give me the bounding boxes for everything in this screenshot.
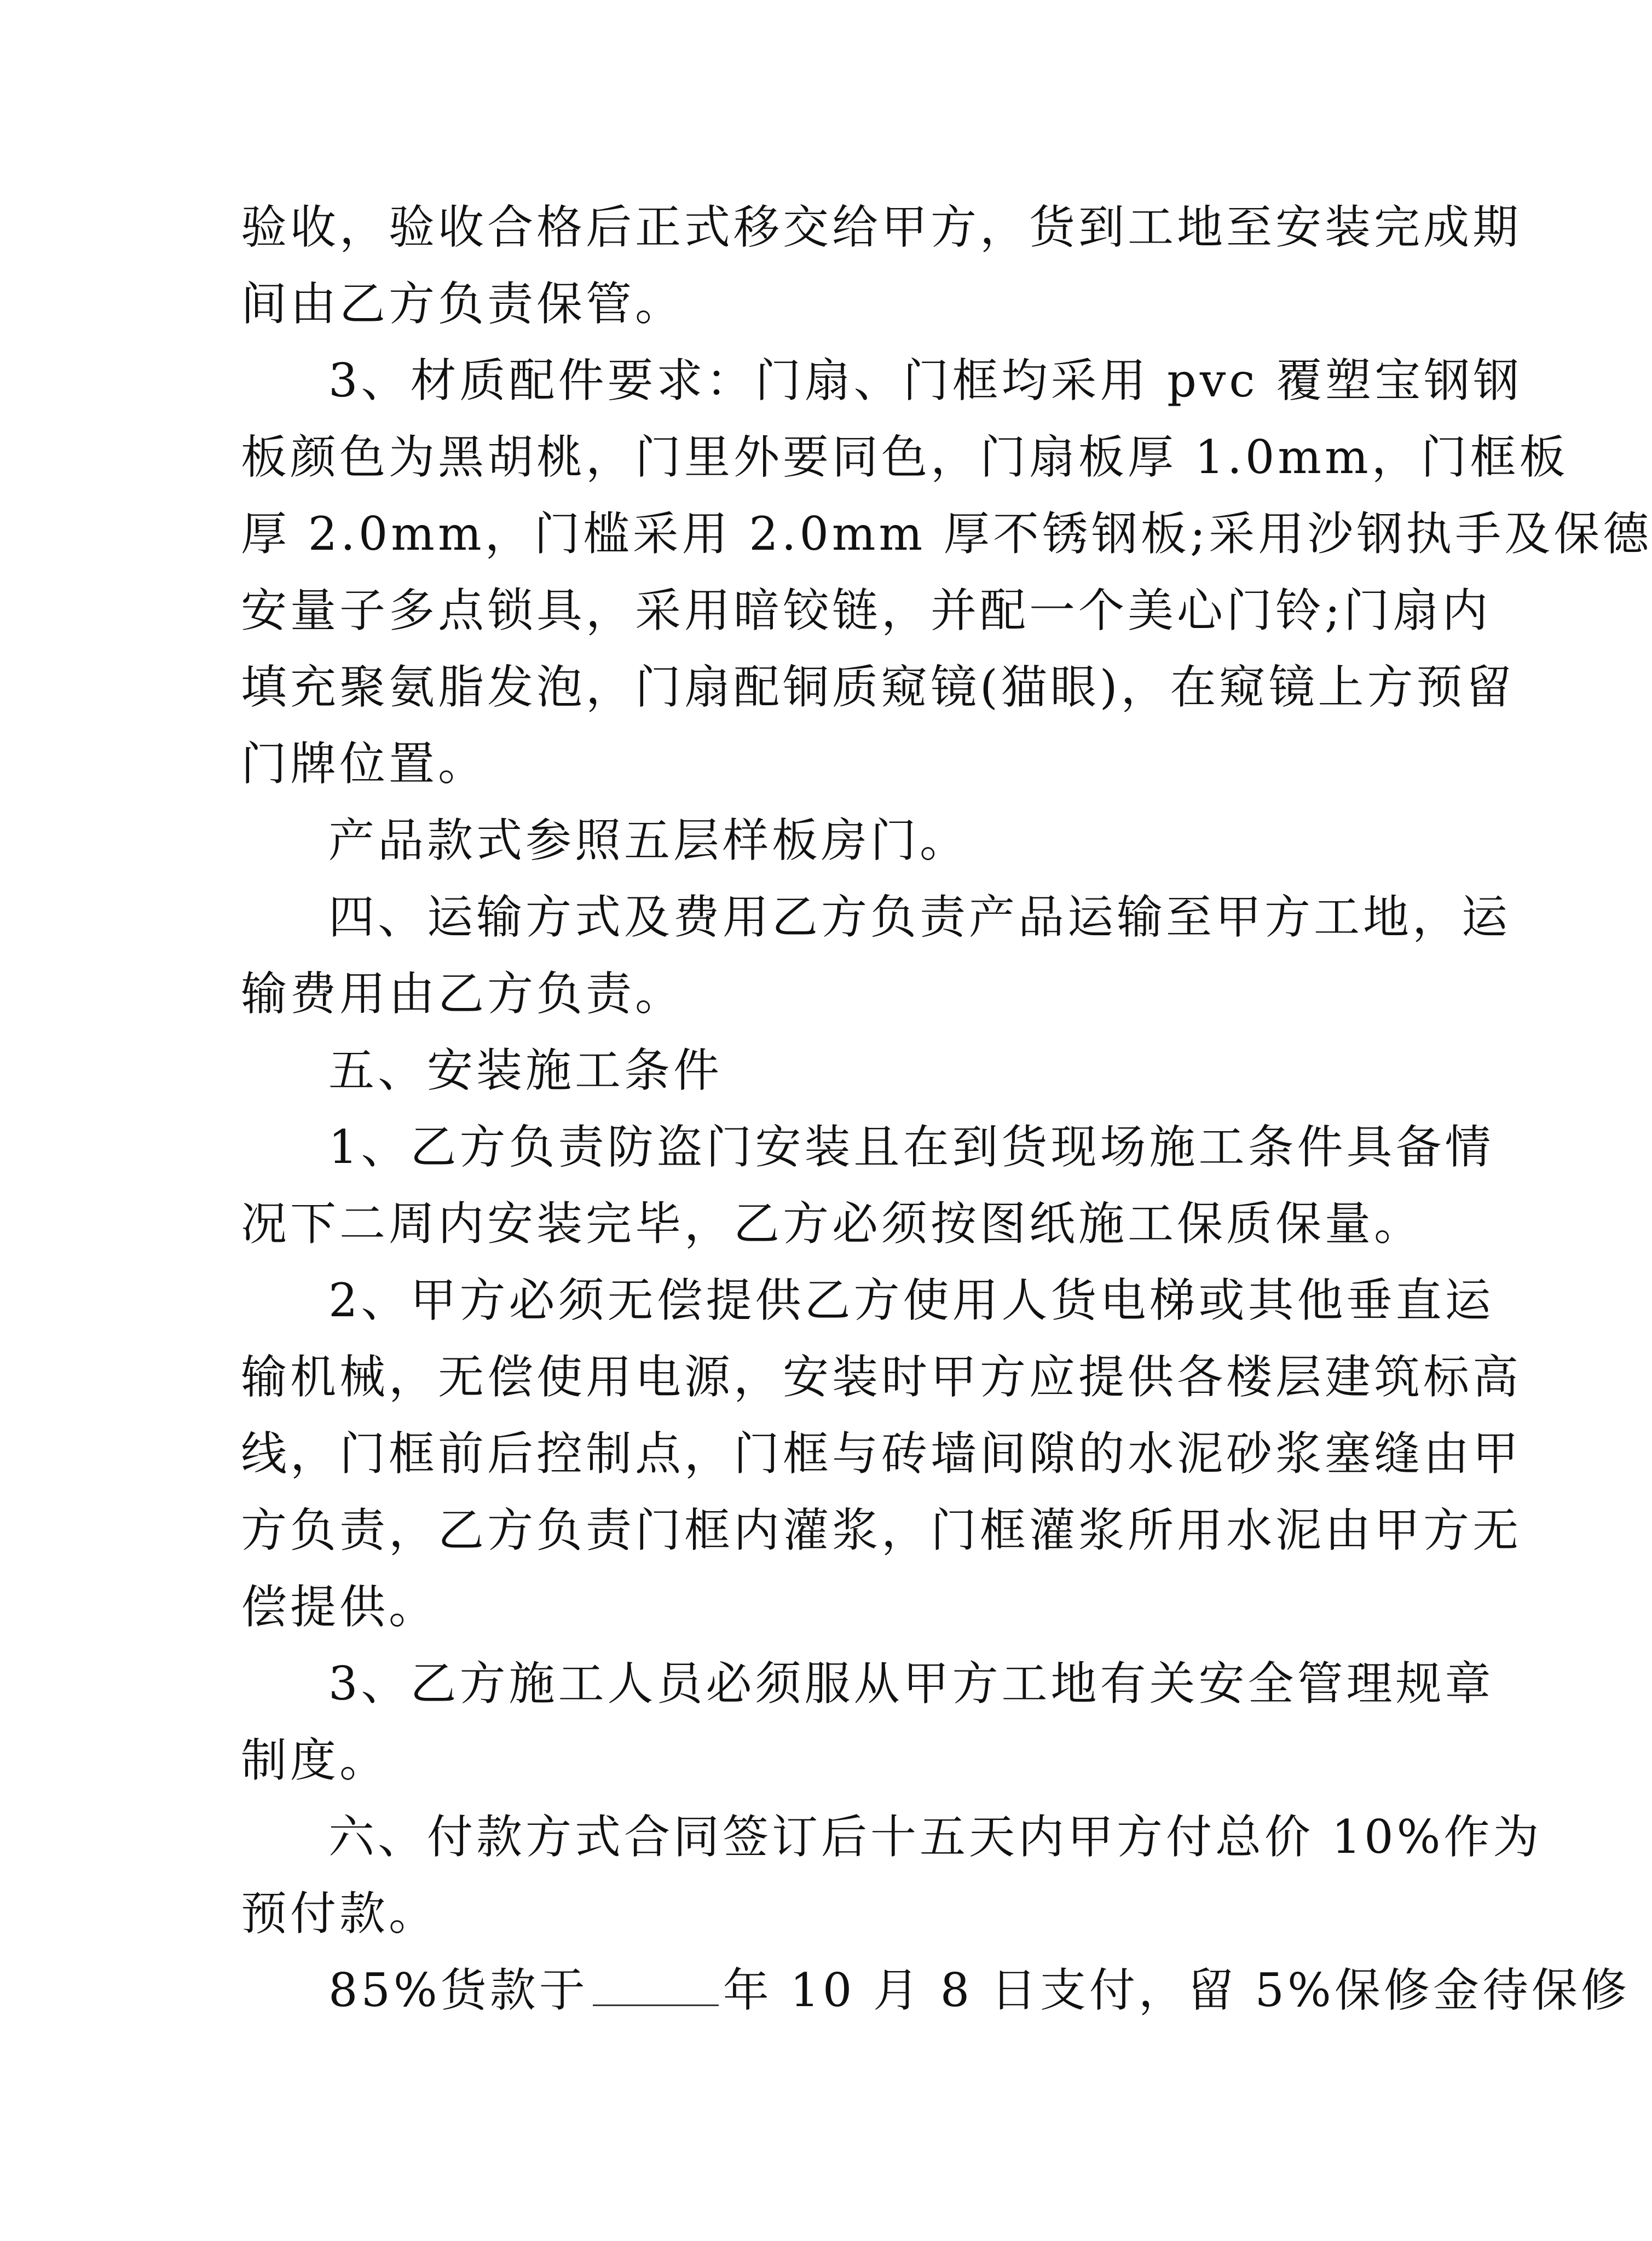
text-line: 间由乙方负责保管。 [241,277,685,331]
text-line: 输机械，无偿使用电源，安装时甲方应提供各楼层建筑标高 [241,1350,1522,1404]
text-line: 六、付款方式合同签订后十五天内甲方付总价 10%作为 [328,1810,1543,1864]
text-line-with-blank [241,1952,1630,2029]
section-heading: 五、安装施工条件 [328,1044,723,1097]
text-line: 方负责，乙方负责门框内灌浆，门框灌浆所用水泥由甲方无 [241,1503,1522,1557]
text-line: 1、乙方负责防盗门安装且在到货现场施工条件具备情 [328,1120,1494,1174]
text-line: 安量子多点锁具，采用暗铰链，并配一个美心门铃;门扇内 [241,584,1492,637]
fill-in-blank [593,1966,719,2006]
text-line: 门牌位置。 [241,737,488,791]
text-line: 输费用由乙方负责。 [241,967,685,1021]
text-line: 3、材质配件要求：门扇、门框均采用 pvc 覆塑宝钢钢 [328,354,1523,407]
text-line: 填充聚氨脂发泡，门扇配铜质窥镜(猫眼)，在窥镜上方预留 [241,660,1515,714]
text-line: 四、运输方式及费用乙方负责产品运输至甲方工地，运 [328,890,1511,944]
text-line: 板颜色为黑胡桃，门里外要同色，门扇板厚 1.0mm，门框板 [241,430,1569,484]
text-line: 厚 2.0mm，门槛采用 2.0mm 厚不锈钢板;采用沙钢执手及保德 [241,507,1652,561]
text-line: 产品款式参照五层样板房门。 [328,814,969,867]
text-line: 3、乙方施工人员必须服从甲方工地有关安全管理规章 [328,1657,1494,1710]
text-line: 偿提供。 [241,1580,438,1634]
document-body [241,189,1652,2029]
text-line: 线，门框前后控制点，门框与砖墙间隙的水泥砂浆塞缝由甲 [241,1427,1522,1480]
last-line-before-blank: 85%货款于 [328,1963,588,2017]
text-line: 2、甲方必须无偿提供乙方使用人货电梯或其他垂直运 [328,1274,1494,1327]
text-line: 验收，验收合格后正式移交给甲方，货到工地至安装完成期 [241,200,1522,254]
text-line: 制度。 [241,1733,389,1787]
last-line-after-blank: 年 10 月 8 日支付，留 5%保修金待保修 [723,1963,1630,2017]
text-line: 况下二周内安装完毕，乙方必须按图纸施工保质保量。 [241,1197,1424,1251]
text-line: 预付款。 [241,1887,438,1940]
